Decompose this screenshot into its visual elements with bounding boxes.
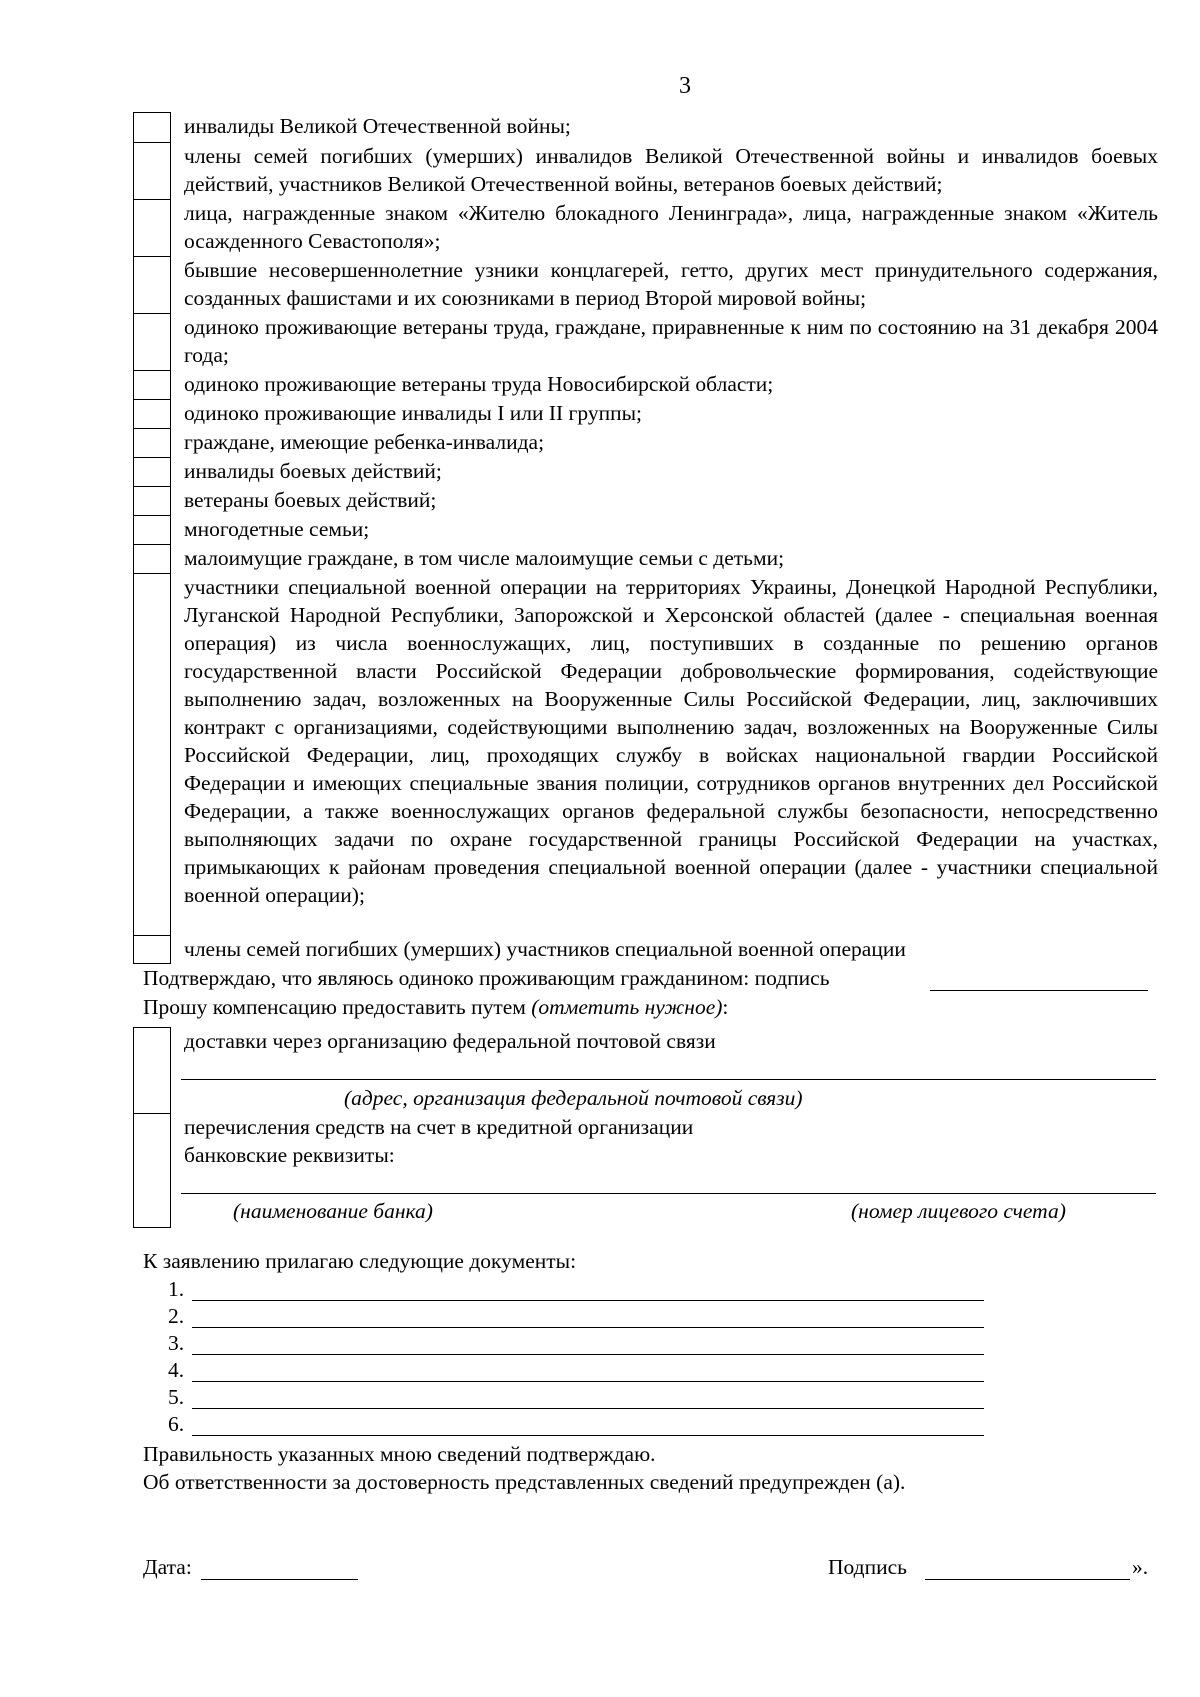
category-checkbox[interactable]	[133, 515, 171, 544]
category-row	[133, 428, 1158, 457]
payment-options	[133, 1027, 1158, 1227]
attachment-number: 3.	[168, 1331, 185, 1355]
bank-details-line[interactable]	[181, 1193, 1156, 1194]
category-checkbox[interactable]	[133, 428, 171, 457]
post-option-label: доставки через организацию федеральной почтовой связи	[184, 1029, 716, 1053]
category-checkbox[interactable]	[133, 142, 171, 199]
confirm-correct-text: Правильность указанных мною сведений подтверждаю.	[143, 1442, 656, 1466]
category-row	[133, 515, 1158, 544]
attachment-line[interactable]	[192, 1381, 984, 1382]
confirm-signature-line[interactable]	[930, 990, 1148, 991]
category-row	[133, 199, 1158, 256]
category-checkbox[interactable]	[133, 935, 171, 964]
category-row	[133, 142, 1158, 199]
category-label: бывшие несовершеннолетние узники концлагерей, гетто, других мест принудительного содержания, созданных фашистами и их союзниками в период Второй мировой войны;	[184, 258, 1158, 310]
attachment-line[interactable]	[192, 1354, 984, 1355]
category-label: малоимущие граждане, в том числе малоимущие семьи с детьми;	[184, 546, 785, 570]
category-checkbox[interactable]	[133, 313, 171, 370]
category-row	[133, 256, 1158, 313]
payment-request	[143, 993, 728, 1021]
category-label: инвалиды Великой Отечественной войны;	[184, 114, 571, 138]
category-label: одиноко проживающие ветераны труда Новосибирской области;	[184, 372, 774, 396]
category-row	[133, 399, 1158, 428]
attachments-title: К заявлению прилагаю следующие документы:	[143, 1249, 577, 1273]
category-checkbox[interactable]	[133, 457, 171, 486]
attachment-number: 5.	[168, 1385, 185, 1409]
attachment-number: 4.	[168, 1358, 185, 1382]
attachment-line[interactable]	[192, 1327, 984, 1328]
attachment-number: 6.	[168, 1412, 185, 1436]
category-checkbox[interactable]	[133, 486, 171, 515]
payment-request-note: (отметить нужное)	[531, 995, 723, 1019]
account-number-caption: (номер лицевого счета)	[851, 1199, 1066, 1223]
attachment-number: 1.	[168, 1277, 185, 1301]
category-label: участники специальной военной операции на территориях Украины, Донецкой Народной Республики, Луганской Народной Республики, Запорожской и Херсонской областей (далее - специальная военная операция) из числа военнослужащих, лиц, поступивших в созданные по решению органов государственной власти Российской Федерации добровольческие формирования, содействующие выполнению задач, возложенных на Вооруженные Силы Российской Федерации, лиц, заключивших контракт с организациями, содействующими выполнению задач, возложенных на Вооруженные Силы Российской Федерации, лиц, проходящих службу в войсках национальной гвардии Российской Федерации и имеющих специальные звания полиции, сотрудников органов внутренних дел Российской Федерации, а также военнослужащих органов федеральной службы безопасности, непосредственно выполняющих задачи по охране государственной границы Российской Федерации на участках, примыкающих к районам проведения специальной военной операции (далее - участники специальной военной операции);	[184, 575, 1158, 907]
date-label: Дата:	[143, 1555, 192, 1579]
bank-name-caption: (наименование банка)	[233, 1199, 433, 1223]
category-label: члены семей погибших (умерших) инвалидов Великой Отечественной войны и инвалидов боевых действий, участников Великой Отечественной войны, ветеранов боевых действий;	[184, 144, 1158, 196]
category-row	[133, 573, 1158, 935]
signature-label: Подпись	[828, 1555, 907, 1579]
signature-line[interactable]	[925, 1579, 1130, 1580]
category-label: ветераны боевых действий;	[184, 488, 437, 512]
category-row	[133, 457, 1158, 486]
category-label: одиноко проживающие инвалиды I или II группы;	[184, 401, 643, 425]
category-checkbox[interactable]	[133, 199, 171, 256]
category-label: инвалиды боевых действий;	[184, 459, 442, 483]
category-label: члены семей погибших (умерших) участников специальной военной операции	[184, 937, 906, 961]
category-checkbox[interactable]	[133, 399, 171, 428]
category-row	[133, 544, 1158, 573]
payment-request-text: Прошу компенсацию предоставить путем	[143, 995, 526, 1019]
post-checkbox[interactable]	[133, 1027, 171, 1113]
category-checkbox[interactable]	[133, 256, 171, 313]
category-label: лица, награжденные знаком «Жителю блокадного Ленинграда», лица, награжденные знаком «Житель осажденного Севастополя»;	[184, 201, 1158, 253]
category-row	[133, 935, 1158, 964]
post-address-line[interactable]	[181, 1079, 1156, 1080]
bank-option-label: перечисления средств на счет в кредитной организации	[184, 1115, 694, 1139]
category-label: граждане, имеющие ребенка-инвалида;	[184, 430, 545, 454]
attachment-line[interactable]	[192, 1408, 984, 1409]
post-address-caption: (адрес, организация федеральной почтовой связи)	[344, 1086, 803, 1110]
attachment-line[interactable]	[192, 1435, 984, 1436]
signature-end: ».	[1132, 1555, 1149, 1579]
category-checkbox[interactable]	[133, 112, 171, 142]
category-row	[133, 112, 1158, 142]
category-checkbox[interactable]	[133, 544, 171, 573]
page-number: 3	[679, 73, 691, 99]
confirm-single-text: Подтверждаю, что являюсь одиноко проживающим гражданином: подпись	[143, 966, 830, 990]
bank-checkbox[interactable]	[133, 1113, 171, 1228]
responsibility-text: Об ответственности за достоверность представленных сведений предупрежден (а).	[143, 1470, 906, 1494]
category-label: многодетные семьи;	[184, 517, 370, 541]
category-checkbox[interactable]	[133, 573, 171, 935]
date-line[interactable]	[201, 1579, 358, 1580]
attachment-line[interactable]	[192, 1300, 984, 1301]
payment-request-colon: :	[722, 995, 729, 1019]
category-row	[133, 313, 1158, 370]
category-checkbox[interactable]	[133, 370, 171, 399]
bank-details-label: банковские реквизиты:	[184, 1143, 395, 1167]
attachment-number: 2.	[168, 1304, 185, 1328]
category-row	[133, 370, 1158, 399]
category-label: одиноко проживающие ветераны труда, граждане, приравненные к ним по состоянию на 31 декабря 2004 года;	[184, 315, 1158, 367]
category-row	[133, 486, 1158, 515]
